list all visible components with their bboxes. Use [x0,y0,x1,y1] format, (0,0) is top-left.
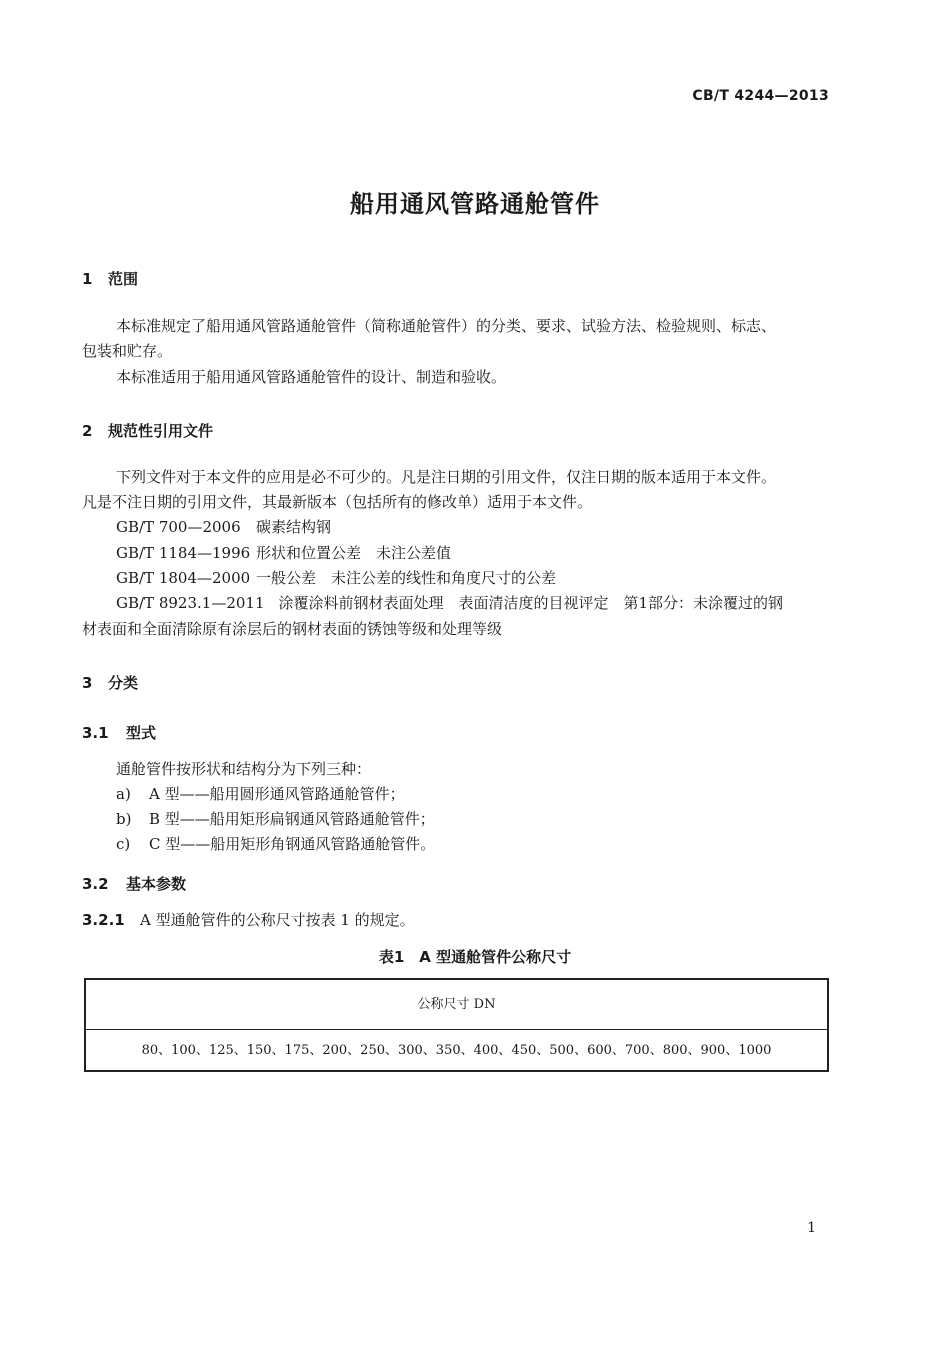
reference-title: 形状和位置公差 未注公差值 [256,544,452,562]
section-number: 2 [82,422,93,440]
section-1-heading [82,268,138,289]
paragraph-line: 凡是不注日期的引用文件，其最新版本（包括所有的修改单）适用于本文件。 [82,493,593,511]
subsection-3-1-heading [82,722,156,743]
list-text: A 型——船用圆形通风管路通舱管件； [149,785,405,803]
subsection-number: 3.2 [82,875,109,893]
table-1 [84,978,829,1072]
table-header-cell: 公称尺寸 DN [86,980,827,1030]
reference-item [116,567,556,589]
page-number: 1 [807,1220,816,1236]
section-number: 1 [82,270,93,288]
document-title: 船用通风管路通舱管件 [350,190,600,218]
table-data-cell: 80、100、125、150、175、200、250、300、350、400、450、500、600、700、800、900、1000 [141,1043,772,1058]
reference-title: 涂覆涂料前钢材表面处理 表面清洁度的目视评定 第1部分：未涂覆过的钢 [278,594,784,612]
reference-code: GB/T 8923.1—2011 [116,594,265,612]
list-label: a) [116,785,131,803]
table-caption: 表1 A 型通舱管件公称尺寸 [378,948,572,966]
reference-code: GB/T 700—2006 [116,518,241,536]
subsection-title: 基本参数 [126,875,187,893]
subsection-3-2-heading [82,873,186,894]
list-label: c) [116,835,131,853]
subsection-title: 型式 [126,724,157,742]
clause-number: 3.2.1 [82,911,125,929]
section-3-heading [82,672,138,693]
section-number: 3 [82,674,93,692]
reference-item [116,516,331,538]
paragraph-line: 下列文件对于本文件的应用是必不可少的。凡是注日期的引用文件，仅注日期的版本适用于本文件。 [116,468,777,486]
paragraph-line: 包装和贮存。 [82,342,173,360]
paragraph-line: 本标准规定了船用通风管路通舱管件（简称通舱管件）的分类、要求、试验方法、检验规则、标志、 [116,317,777,335]
paragraph-line: 通舱管件按形状和结构分为下列三种： [116,760,372,778]
list-item [116,808,435,830]
section-title: 规范性引用文件 [108,422,214,440]
list-label: b) [116,810,132,828]
standard-number: CB/T 4244—2013 [692,88,829,104]
list-item [116,783,405,805]
clause-3-2-1 [82,909,415,931]
clause-text: A 型通舱管件的公称尺寸按表 1 的规定。 [140,911,415,929]
reference-item [116,542,451,564]
reference-code: GB/T 1804—2000 [116,569,251,587]
reference-continuation: 材表面和全面清除原有涂层后的钢材表面的锈蚀等级和处理等级 [82,620,503,638]
list-text: B 型——船用矩形扁钢通风管路通舱管件； [149,810,435,828]
reference-title: 一般公差 未注公差的线性和角度尺寸的公差 [256,569,557,587]
reference-code: GB/T 1184—1996 [116,544,251,562]
paragraph-line: 本标准适用于船用通风管路通舱管件的设计、制造和验收。 [116,368,507,386]
section-title: 分类 [108,674,139,692]
subsection-number: 3.1 [82,724,109,742]
section-2-heading [82,420,213,441]
list-text: C 型——船用矩形角钢通风管路通舱管件。 [149,835,436,853]
reference-title: 碳素结构钢 [256,518,332,536]
reference-item [116,592,783,614]
section-title: 范围 [108,270,139,288]
list-item [116,833,435,855]
